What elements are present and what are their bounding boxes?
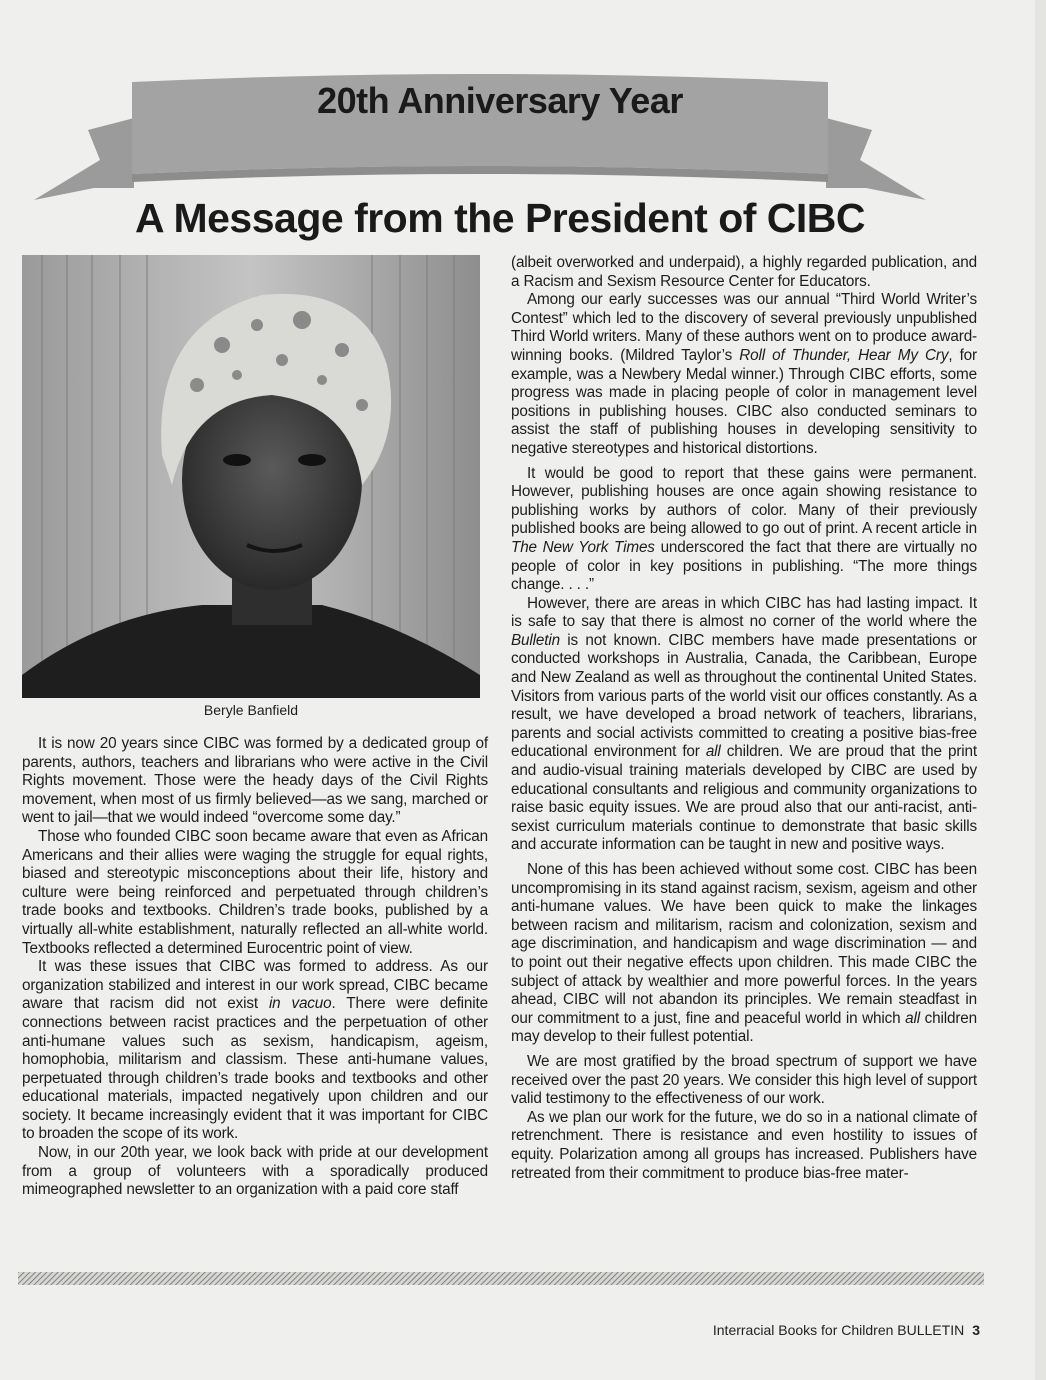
paragraph: Now, in our 20th year, we look back with pride at our development from a group of volunteers with a sporadically produced mimeographed newsletter to an organization with a paid core staff: [22, 1144, 488, 1199]
banner-title: 20th Anniversary Year: [317, 80, 683, 121]
right-column: [511, 254, 977, 1183]
photo-caption: Beryle Banfield: [203, 702, 299, 718]
paragraph: However, there are areas in which CIBC has had lasting impact. It is safe to say that there is almost no corner of the world where the Bulletin is not known. CIBC members have made presentations or conducted workshops in Australia, Canada, the Caribbean, Europe and New Zealand as well as throughout the continental United States. Visitors from various parts of the world visit our offices constantly. As a result, we have developed a broad network of teachers, librarians, parents and social activists committed to creating a positive bias-free educational environment for all children. We are proud that the print and audio-visual training materials developed by CIBC are used by educational consultants and religious and community organizations to raise basic equity issues. We are proud also that our anti-racist, anti-sexist curriculum materials continue to demonstrate that basic skills and accurate information can be taught in new and positive ways.: [511, 594, 977, 854]
paragraph: (albeit overworked and underpaid), a highly regarded publication, and a Racism and Sexism Resource Center for Educators.: [511, 254, 977, 290]
portrait-photo: [22, 255, 480, 698]
hatched-divider: [18, 1272, 984, 1285]
left-column: [22, 735, 488, 1200]
paragraph: It was these issues that CIBC was formed to address. As our organization stabilized and interest in our work spread, CIBC became aware that racism did not exist in vacuo. There were definite connections between racist practices and the perpetuation of other anti-humane values such as sexism, handicapism, ageism, homophobia, militarism and classism. These anti-humane values, perpetuated through children’s trade books and textbooks and other educational materials, impacted negatively upon children and our society. It became increasingly evident that it was important for CIBC to broaden the scope of its work.: [22, 958, 488, 1143]
paragraph: Among our early successes was our annual “Third World Writer’s Contest” which led to the discovery of several previously unpublished Third World writers. Many of these authors went on to produce award-winning books. (Mildred Taylor’s Roll of Thunder, Hear My Cry, for example, was a Newbery Medal winner.) Through CIBC efforts, some progress was made in placing people of color in management level positions in publishing houses. CIBC also conducted seminars to assist the staff of publishing houses in developing sensitivity to negative stereotypes and historical distortions.: [511, 291, 977, 457]
page-headline: A Message from the President of CIBC: [134, 195, 865, 241]
paragraph: It would be good to report that these gains were permanent. However, publishing houses are once again showing resistance to publishing works by authors of color. Many of their previously published books are being allowed to go out of print. A recent article in The New York Times underscored the fact that there are virtually no people of color in key positions in publishing. “The more things change. . . .”: [511, 464, 977, 594]
page-number: 3: [972, 1322, 980, 1338]
paragraph: As we plan our work for the future, we do so in a national climate of retrenchment. There is resistance and even hostility to issues of equity. Polarization among all groups has increased. Publishers have retreated from their commitment to produce bias-free mater-: [511, 1108, 977, 1182]
paragraph: It is now 20 years since CIBC was formed by a dedicated group of parents, authors, teachers and librarians who were active in the Civil Rights movement. Those were the heady days of the Civil Rights movement, when most of us firmly believed—as we sang, marched or went to jail—that we would indeed “overcome some day.”: [22, 735, 488, 827]
page-footer: [713, 1322, 980, 1338]
paragraph: We are most gratified by the broad spectrum of support we have received over the past 20 years. We consider this high level of support valid testimony to the effectiveness of our work.: [511, 1052, 977, 1108]
page-edge: [1035, 0, 1046, 1380]
publication-name: Interracial Books for Children BULLETIN: [712, 1322, 965, 1338]
paragraph: None of this has been achieved without some cost. CIBC has been uncompromising in its stand against racism, sexism, ageism and other anti-humane values. We have been quick to make the linkages between racism and militarism, racism and colonization, sexism and age discrimination, and handicapism and wage discrimination — and to point out their negative effects upon children. This made CIBC the subject of attack by wealthier and more powerful forces. In the years ahead, CIBC will not abandon its principles. We remain steadfast in our commitment to a just, fine and peaceful world in which all children may develop to their fullest potential.: [511, 861, 977, 1046]
paragraph: Those who founded CIBC soon became aware that even as African Americans and their allies were waging the struggle for equal rights, biased and stereotypic misconceptions about their life, history and culture were being reinforced and perpetuated through children’s trade books and textbooks. Children’s trade books, published by a virtually all-white establishment, naturally reflected an all-white world. Textbooks reflected a determined Eurocentric point of view.: [22, 827, 488, 957]
